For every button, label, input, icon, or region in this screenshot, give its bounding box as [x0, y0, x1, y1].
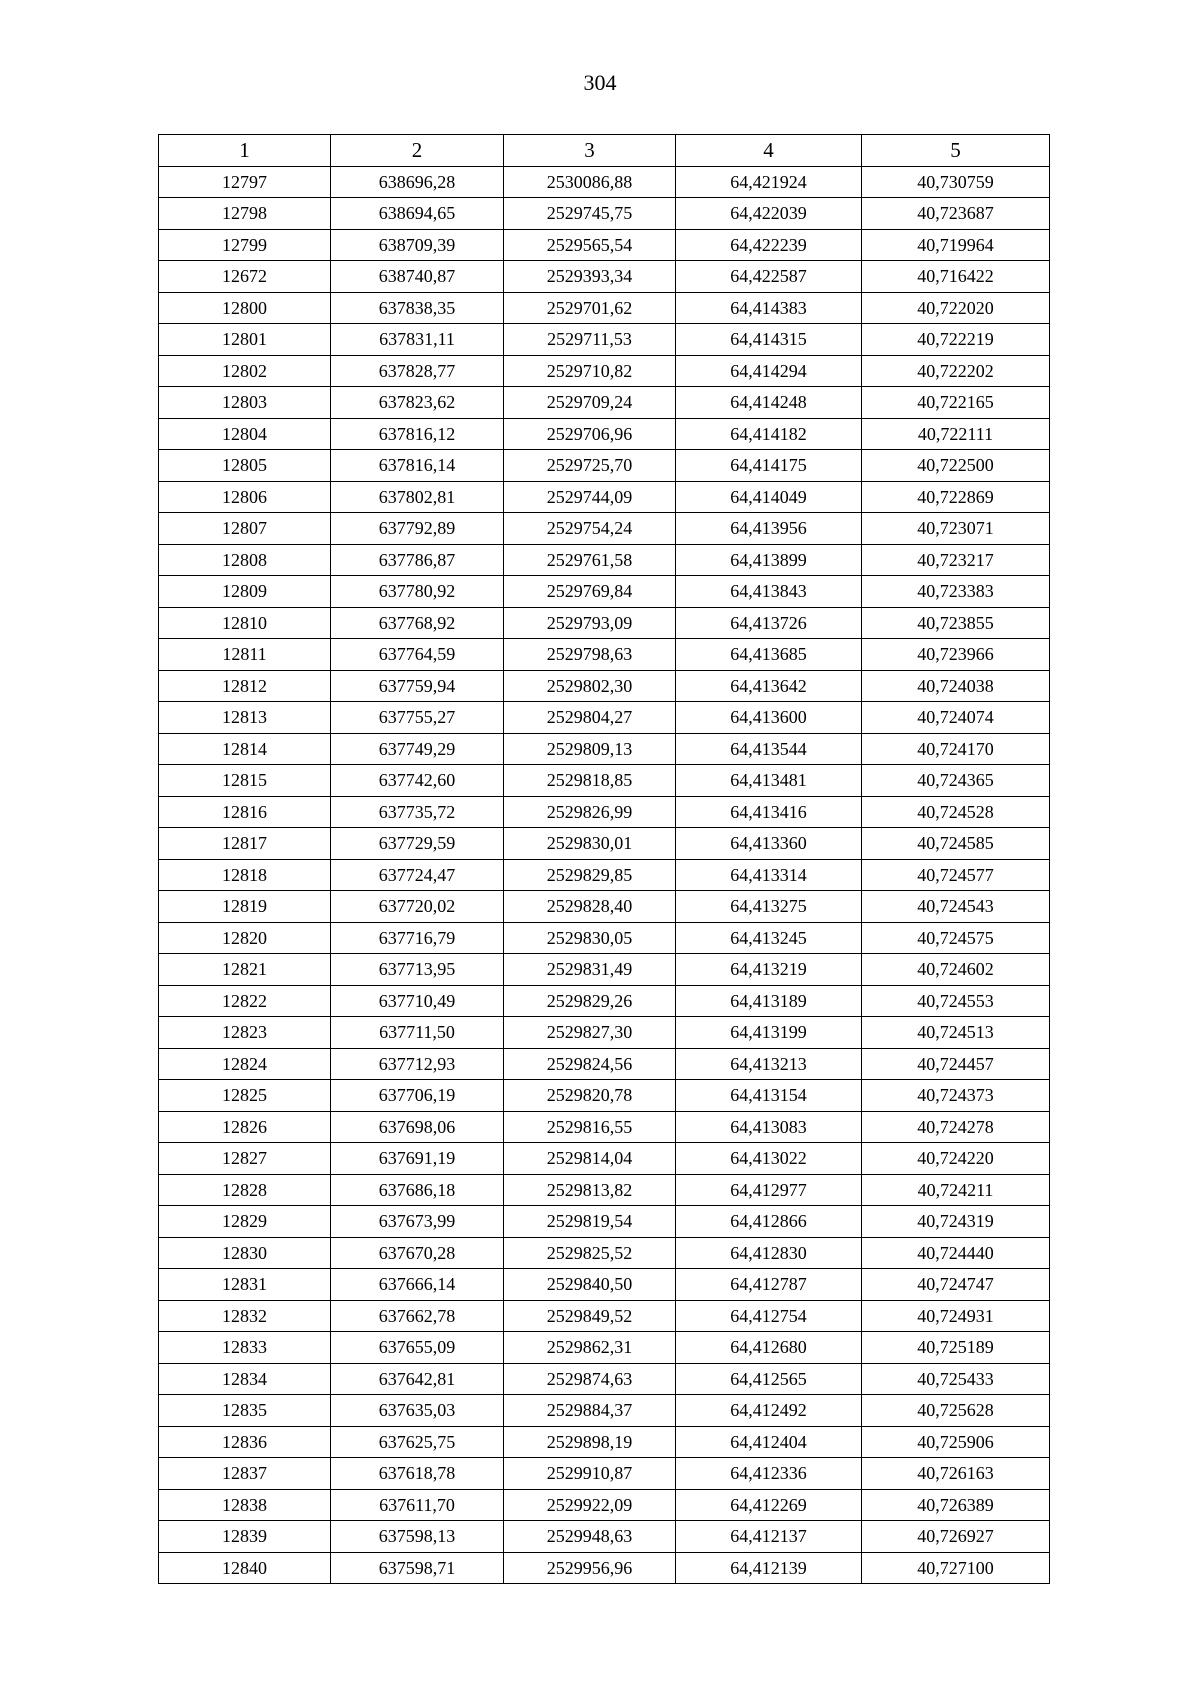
- x-coordinate-cell: 637755,27: [331, 702, 504, 734]
- longitude-cell: 40,716422: [862, 261, 1050, 293]
- latitude-cell: 64,413022: [676, 1143, 862, 1175]
- table-row: [159, 954, 1050, 986]
- table-row: [159, 1395, 1050, 1427]
- table-row: [159, 324, 1050, 356]
- y-coordinate-cell: 2530086,88: [504, 166, 676, 198]
- longitude-cell: 40,724170: [862, 733, 1050, 765]
- point-number-cell: 12826: [159, 1111, 331, 1143]
- latitude-cell: 64,412787: [676, 1269, 862, 1301]
- point-number-cell: 12831: [159, 1269, 331, 1301]
- x-coordinate-cell: 637729,59: [331, 828, 504, 860]
- y-coordinate-cell: 2529824,56: [504, 1048, 676, 1080]
- longitude-cell: 40,724585: [862, 828, 1050, 860]
- longitude-cell: 40,724365: [862, 765, 1050, 797]
- longitude-cell: 40,723383: [862, 576, 1050, 608]
- x-coordinate-cell: 637598,13: [331, 1521, 504, 1553]
- x-coordinate-cell: 637713,95: [331, 954, 504, 986]
- latitude-cell: 64,422239: [676, 229, 862, 261]
- longitude-cell: 40,724319: [862, 1206, 1050, 1238]
- table-row: [159, 733, 1050, 765]
- point-number-cell: 12830: [159, 1237, 331, 1269]
- table-row: [159, 1143, 1050, 1175]
- point-number-cell: 12819: [159, 891, 331, 923]
- x-coordinate-cell: 637611,70: [331, 1489, 504, 1521]
- point-number-cell: 12828: [159, 1174, 331, 1206]
- longitude-cell: 40,724074: [862, 702, 1050, 734]
- latitude-cell: 64,412977: [676, 1174, 862, 1206]
- y-coordinate-cell: 2529830,05: [504, 922, 676, 954]
- latitude-cell: 64,413416: [676, 796, 862, 828]
- x-coordinate-cell: 637823,62: [331, 387, 504, 419]
- longitude-cell: 40,722165: [862, 387, 1050, 419]
- y-coordinate-cell: 2529922,09: [504, 1489, 676, 1521]
- latitude-cell: 64,412565: [676, 1363, 862, 1395]
- point-number-cell: 12816: [159, 796, 331, 828]
- table-row: [159, 261, 1050, 293]
- latitude-cell: 64,413199: [676, 1017, 862, 1049]
- y-coordinate-cell: 2529706,96: [504, 418, 676, 450]
- table-row: [159, 702, 1050, 734]
- y-coordinate-cell: 2529829,26: [504, 985, 676, 1017]
- longitude-cell: 40,727100: [862, 1552, 1050, 1584]
- y-coordinate-cell: 2529827,30: [504, 1017, 676, 1049]
- table-row: [159, 544, 1050, 576]
- point-number-cell: 12804: [159, 418, 331, 450]
- y-coordinate-cell: 2529701,62: [504, 292, 676, 324]
- y-coordinate-cell: 2529818,85: [504, 765, 676, 797]
- point-number-cell: 12827: [159, 1143, 331, 1175]
- latitude-cell: 64,413956: [676, 513, 862, 545]
- latitude-cell: 64,412492: [676, 1395, 862, 1427]
- point-number-cell: 12829: [159, 1206, 331, 1238]
- table-row: [159, 576, 1050, 608]
- point-number-cell: 12823: [159, 1017, 331, 1049]
- longitude-cell: 40,724373: [862, 1080, 1050, 1112]
- y-coordinate-cell: 2529874,63: [504, 1363, 676, 1395]
- longitude-cell: 40,726389: [862, 1489, 1050, 1521]
- latitude-cell: 64,421924: [676, 166, 862, 198]
- y-coordinate-cell: 2529804,27: [504, 702, 676, 734]
- y-coordinate-cell: 2529884,37: [504, 1395, 676, 1427]
- latitude-cell: 64,413083: [676, 1111, 862, 1143]
- longitude-cell: 40,724575: [862, 922, 1050, 954]
- latitude-cell: 64,413314: [676, 859, 862, 891]
- point-number-cell: 12802: [159, 355, 331, 387]
- x-coordinate-cell: 637831,11: [331, 324, 504, 356]
- latitude-cell: 64,413481: [676, 765, 862, 797]
- latitude-cell: 64,412269: [676, 1489, 862, 1521]
- page-number: 304: [583, 70, 617, 95]
- x-coordinate-cell: 637625,75: [331, 1426, 504, 1458]
- point-number-cell: 12812: [159, 670, 331, 702]
- latitude-cell: 64,414248: [676, 387, 862, 419]
- latitude-cell: 64,413213: [676, 1048, 862, 1080]
- point-number-cell: 12824: [159, 1048, 331, 1080]
- longitude-cell: 40,724211: [862, 1174, 1050, 1206]
- table-row: [159, 1489, 1050, 1521]
- table-row: [159, 1521, 1050, 1553]
- point-number-cell: 12799: [159, 229, 331, 261]
- longitude-cell: 40,730759: [862, 166, 1050, 198]
- longitude-cell: 40,725906: [862, 1426, 1050, 1458]
- table-row: [159, 1174, 1050, 1206]
- y-coordinate-cell: 2529956,96: [504, 1552, 676, 1584]
- x-coordinate-cell: 637786,87: [331, 544, 504, 576]
- point-number-cell: 12818: [159, 859, 331, 891]
- table-row: [159, 796, 1050, 828]
- longitude-cell: 40,724440: [862, 1237, 1050, 1269]
- latitude-cell: 64,412139: [676, 1552, 862, 1584]
- point-number-cell: 12825: [159, 1080, 331, 1112]
- x-coordinate-cell: 637670,28: [331, 1237, 504, 1269]
- x-coordinate-cell: 637749,29: [331, 733, 504, 765]
- table-row: [159, 1300, 1050, 1332]
- table-row: [159, 828, 1050, 860]
- x-coordinate-cell: 637710,49: [331, 985, 504, 1017]
- latitude-cell: 64,412680: [676, 1332, 862, 1364]
- table-row: [159, 1080, 1050, 1112]
- x-coordinate-cell: 638694,65: [331, 198, 504, 230]
- x-coordinate-cell: 637792,89: [331, 513, 504, 545]
- y-coordinate-cell: 2529809,13: [504, 733, 676, 765]
- x-coordinate-cell: 637673,99: [331, 1206, 504, 1238]
- x-coordinate-cell: 637720,02: [331, 891, 504, 923]
- longitude-cell: 40,726163: [862, 1458, 1050, 1490]
- latitude-cell: 64,414175: [676, 450, 862, 482]
- y-coordinate-cell: 2529831,49: [504, 954, 676, 986]
- x-coordinate-cell: 637711,50: [331, 1017, 504, 1049]
- table-row: [159, 355, 1050, 387]
- table-row: [159, 481, 1050, 513]
- longitude-cell: 40,724278: [862, 1111, 1050, 1143]
- longitude-cell: 40,723217: [862, 544, 1050, 576]
- y-coordinate-cell: 2529830,01: [504, 828, 676, 860]
- y-coordinate-cell: 2529862,31: [504, 1332, 676, 1364]
- point-number-cell: 12811: [159, 639, 331, 671]
- latitude-cell: 64,413642: [676, 670, 862, 702]
- y-coordinate-cell: 2529820,78: [504, 1080, 676, 1112]
- longitude-cell: 40,724457: [862, 1048, 1050, 1080]
- x-coordinate-cell: 637838,35: [331, 292, 504, 324]
- longitude-cell: 40,724513: [862, 1017, 1050, 1049]
- longitude-cell: 40,724220: [862, 1143, 1050, 1175]
- longitude-cell: 40,725189: [862, 1332, 1050, 1364]
- longitude-cell: 40,725628: [862, 1395, 1050, 1427]
- longitude-cell: 40,723071: [862, 513, 1050, 545]
- longitude-cell: 40,722869: [862, 481, 1050, 513]
- x-coordinate-cell: 637780,92: [331, 576, 504, 608]
- point-number-cell: 12808: [159, 544, 331, 576]
- x-coordinate-cell: 637662,78: [331, 1300, 504, 1332]
- table-row: [159, 1426, 1050, 1458]
- latitude-cell: 64,413154: [676, 1080, 862, 1112]
- x-coordinate-cell: 637598,71: [331, 1552, 504, 1584]
- latitude-cell: 64,413843: [676, 576, 862, 608]
- y-coordinate-cell: 2529745,75: [504, 198, 676, 230]
- longitude-cell: 40,724577: [862, 859, 1050, 891]
- table-row: [159, 513, 1050, 545]
- longitude-cell: 40,724931: [862, 1300, 1050, 1332]
- x-coordinate-cell: 637759,94: [331, 670, 504, 702]
- longitude-cell: 40,722202: [862, 355, 1050, 387]
- longitude-cell: 40,726927: [862, 1521, 1050, 1553]
- longitude-cell: 40,724038: [862, 670, 1050, 702]
- longitude-cell: 40,724553: [862, 985, 1050, 1017]
- table-row: [159, 922, 1050, 954]
- longitude-cell: 40,722219: [862, 324, 1050, 356]
- point-number-cell: 12809: [159, 576, 331, 608]
- latitude-cell: 64,412830: [676, 1237, 862, 1269]
- latitude-cell: 64,422587: [676, 261, 862, 293]
- table-header-row: [159, 135, 1050, 167]
- latitude-cell: 64,414315: [676, 324, 862, 356]
- y-coordinate-cell: 2529826,99: [504, 796, 676, 828]
- coordinates-table: [158, 134, 1050, 1584]
- point-number-cell: 12839: [159, 1521, 331, 1553]
- x-coordinate-cell: 637816,14: [331, 450, 504, 482]
- table-row: [159, 387, 1050, 419]
- table-row: [159, 450, 1050, 482]
- latitude-cell: 64,413360: [676, 828, 862, 860]
- y-coordinate-cell: 2529744,09: [504, 481, 676, 513]
- y-coordinate-cell: 2529813,82: [504, 1174, 676, 1206]
- longitude-cell: 40,723855: [862, 607, 1050, 639]
- point-number-cell: 12822: [159, 985, 331, 1017]
- latitude-cell: 64,413600: [676, 702, 862, 734]
- x-coordinate-cell: 637816,12: [331, 418, 504, 450]
- y-coordinate-cell: 2529898,19: [504, 1426, 676, 1458]
- point-number-cell: 12805: [159, 450, 331, 482]
- latitude-cell: 64,414182: [676, 418, 862, 450]
- table-row: [159, 1552, 1050, 1584]
- table-row: [159, 1206, 1050, 1238]
- column-header: 4: [676, 135, 862, 167]
- x-coordinate-cell: 637618,78: [331, 1458, 504, 1490]
- x-coordinate-cell: 638709,39: [331, 229, 504, 261]
- table-body: [159, 166, 1050, 1584]
- point-number-cell: 12837: [159, 1458, 331, 1490]
- longitude-cell: 40,723687: [862, 198, 1050, 230]
- y-coordinate-cell: 2529709,24: [504, 387, 676, 419]
- point-number-cell: 12832: [159, 1300, 331, 1332]
- x-coordinate-cell: 637706,19: [331, 1080, 504, 1112]
- point-number-cell: 12834: [159, 1363, 331, 1395]
- y-coordinate-cell: 2529816,55: [504, 1111, 676, 1143]
- y-coordinate-cell: 2529769,84: [504, 576, 676, 608]
- x-coordinate-cell: 637691,19: [331, 1143, 504, 1175]
- latitude-cell: 64,414049: [676, 481, 862, 513]
- table-row: [159, 1458, 1050, 1490]
- column-header: 1: [159, 135, 331, 167]
- latitude-cell: 64,412866: [676, 1206, 862, 1238]
- y-coordinate-cell: 2529828,40: [504, 891, 676, 923]
- longitude-cell: 40,722500: [862, 450, 1050, 482]
- y-coordinate-cell: 2529825,52: [504, 1237, 676, 1269]
- table-row: [159, 670, 1050, 702]
- x-coordinate-cell: 637642,81: [331, 1363, 504, 1395]
- y-coordinate-cell: 2529754,24: [504, 513, 676, 545]
- y-coordinate-cell: 2529819,54: [504, 1206, 676, 1238]
- table-row: [159, 1048, 1050, 1080]
- table-row: [159, 765, 1050, 797]
- latitude-cell: 64,413899: [676, 544, 862, 576]
- column-header: 5: [862, 135, 1050, 167]
- latitude-cell: 64,413189: [676, 985, 862, 1017]
- x-coordinate-cell: 637828,77: [331, 355, 504, 387]
- longitude-cell: 40,724747: [862, 1269, 1050, 1301]
- latitude-cell: 64,413245: [676, 922, 862, 954]
- latitude-cell: 64,412404: [676, 1426, 862, 1458]
- point-number-cell: 12803: [159, 387, 331, 419]
- x-coordinate-cell: 637735,72: [331, 796, 504, 828]
- y-coordinate-cell: 2529798,63: [504, 639, 676, 671]
- x-coordinate-cell: 638740,87: [331, 261, 504, 293]
- table-row: [159, 985, 1050, 1017]
- x-coordinate-cell: 637724,47: [331, 859, 504, 891]
- table-row: [159, 1269, 1050, 1301]
- point-number-cell: 12798: [159, 198, 331, 230]
- longitude-cell: 40,724543: [862, 891, 1050, 923]
- y-coordinate-cell: 2529565,54: [504, 229, 676, 261]
- point-number-cell: 12833: [159, 1332, 331, 1364]
- point-number-cell: 12800: [159, 292, 331, 324]
- y-coordinate-cell: 2529849,52: [504, 1300, 676, 1332]
- y-coordinate-cell: 2529710,82: [504, 355, 676, 387]
- point-number-cell: 12820: [159, 922, 331, 954]
- point-number-cell: 12814: [159, 733, 331, 765]
- y-coordinate-cell: 2529761,58: [504, 544, 676, 576]
- table-row: [159, 1111, 1050, 1143]
- latitude-cell: 64,413544: [676, 733, 862, 765]
- longitude-cell: 40,723966: [862, 639, 1050, 671]
- latitude-cell: 64,413726: [676, 607, 862, 639]
- point-number-cell: 12840: [159, 1552, 331, 1584]
- longitude-cell: 40,719964: [862, 229, 1050, 261]
- y-coordinate-cell: 2529829,85: [504, 859, 676, 891]
- latitude-cell: 64,412336: [676, 1458, 862, 1490]
- point-number-cell: 12806: [159, 481, 331, 513]
- table-row: [159, 229, 1050, 261]
- table-row: [159, 639, 1050, 671]
- x-coordinate-cell: 637635,03: [331, 1395, 504, 1427]
- point-number-cell: 12838: [159, 1489, 331, 1521]
- y-coordinate-cell: 2529814,04: [504, 1143, 676, 1175]
- point-number-cell: 12836: [159, 1426, 331, 1458]
- x-coordinate-cell: 637764,59: [331, 639, 504, 671]
- longitude-cell: 40,722020: [862, 292, 1050, 324]
- y-coordinate-cell: 2529840,50: [504, 1269, 676, 1301]
- point-number-cell: 12807: [159, 513, 331, 545]
- point-number-cell: 12801: [159, 324, 331, 356]
- table-row: [159, 1332, 1050, 1364]
- latitude-cell: 64,412137: [676, 1521, 862, 1553]
- point-number-cell: 12821: [159, 954, 331, 986]
- table-row: [159, 891, 1050, 923]
- x-coordinate-cell: 637686,18: [331, 1174, 504, 1206]
- table-row: [159, 418, 1050, 450]
- latitude-cell: 64,412754: [676, 1300, 862, 1332]
- point-number-cell: 12797: [159, 166, 331, 198]
- x-coordinate-cell: 637768,92: [331, 607, 504, 639]
- longitude-cell: 40,722111: [862, 418, 1050, 450]
- table-row: [159, 1237, 1050, 1269]
- table-row: [159, 198, 1050, 230]
- x-coordinate-cell: 637802,81: [331, 481, 504, 513]
- latitude-cell: 64,422039: [676, 198, 862, 230]
- x-coordinate-cell: 637666,14: [331, 1269, 504, 1301]
- table-row: [159, 1363, 1050, 1395]
- latitude-cell: 64,414383: [676, 292, 862, 324]
- table-row: [159, 1017, 1050, 1049]
- y-coordinate-cell: 2529393,34: [504, 261, 676, 293]
- point-number-cell: 12815: [159, 765, 331, 797]
- latitude-cell: 64,413219: [676, 954, 862, 986]
- y-coordinate-cell: 2529948,63: [504, 1521, 676, 1553]
- longitude-cell: 40,725433: [862, 1363, 1050, 1395]
- x-coordinate-cell: 637742,60: [331, 765, 504, 797]
- y-coordinate-cell: 2529725,70: [504, 450, 676, 482]
- table-row: [159, 166, 1050, 198]
- x-coordinate-cell: 637716,79: [331, 922, 504, 954]
- longitude-cell: 40,724602: [862, 954, 1050, 986]
- y-coordinate-cell: 2529802,30: [504, 670, 676, 702]
- table-row: [159, 607, 1050, 639]
- point-number-cell: 12672: [159, 261, 331, 293]
- latitude-cell: 64,414294: [676, 355, 862, 387]
- longitude-cell: 40,724528: [862, 796, 1050, 828]
- table-row: [159, 292, 1050, 324]
- point-number-cell: 12810: [159, 607, 331, 639]
- y-coordinate-cell: 2529910,87: [504, 1458, 676, 1490]
- column-header: 2: [331, 135, 504, 167]
- y-coordinate-cell: 2529793,09: [504, 607, 676, 639]
- table-row: [159, 859, 1050, 891]
- x-coordinate-cell: 637712,93: [331, 1048, 504, 1080]
- y-coordinate-cell: 2529711,53: [504, 324, 676, 356]
- point-number-cell: 12835: [159, 1395, 331, 1427]
- latitude-cell: 64,413685: [676, 639, 862, 671]
- x-coordinate-cell: 637655,09: [331, 1332, 504, 1364]
- latitude-cell: 64,413275: [676, 891, 862, 923]
- column-header: 3: [504, 135, 676, 167]
- point-number-cell: 12817: [159, 828, 331, 860]
- x-coordinate-cell: 637698,06: [331, 1111, 504, 1143]
- x-coordinate-cell: 638696,28: [331, 166, 504, 198]
- point-number-cell: 12813: [159, 702, 331, 734]
